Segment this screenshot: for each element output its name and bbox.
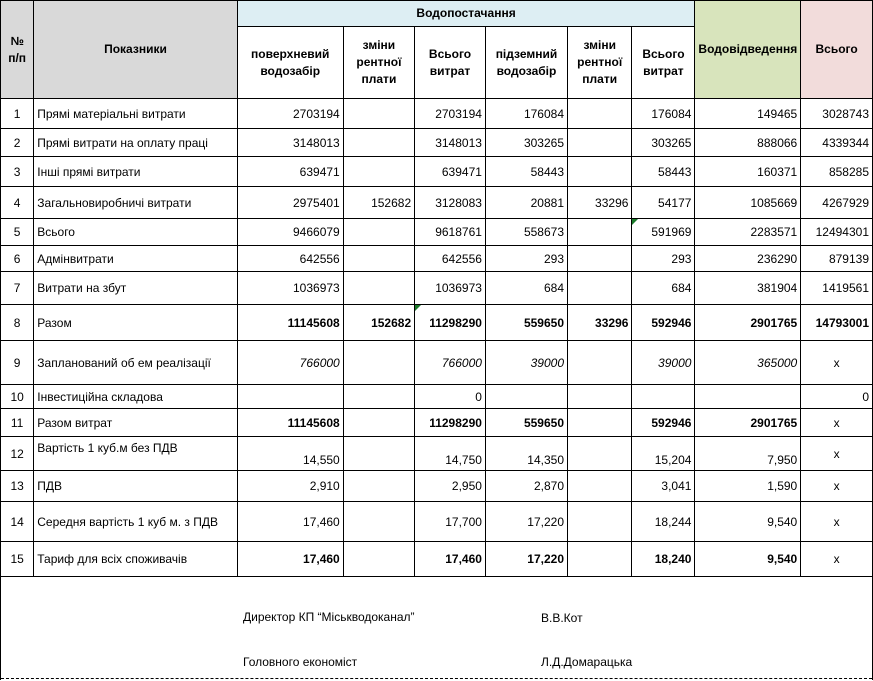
water-supply-header[interactable]: Водопостачання <box>237 1 695 27</box>
table-row <box>1 385 873 409</box>
cell[interactable]: 58443 <box>632 157 695 187</box>
table-row <box>1 471 873 502</box>
cell[interactable]: 33296 <box>568 305 632 341</box>
cell[interactable]: 2,870 <box>485 471 567 502</box>
cell[interactable] <box>343 219 414 246</box>
cell[interactable]: 0 <box>801 385 873 409</box>
col-indicators-header[interactable]: Показники <box>34 1 237 99</box>
row-number[interactable]: 12 <box>1 437 34 471</box>
cell[interactable] <box>568 246 632 272</box>
row-label[interactable]: Вартість 1 куб.м без ПДВ <box>34 437 237 471</box>
cell[interactable]: 0 <box>415 385 486 409</box>
row-label[interactable]: Прямі матеріальні витрати <box>34 99 237 129</box>
cell[interactable]: 17,460 <box>237 542 343 577</box>
row-number[interactable]: 13 <box>1 471 34 502</box>
cell[interactable]: 39000 <box>632 341 695 385</box>
cell[interactable]: 293 <box>632 246 695 272</box>
table-row <box>1 157 873 187</box>
cell[interactable]: 3,041 <box>632 471 695 502</box>
cell[interactable]: 1419561 <box>801 272 873 305</box>
cell[interactable] <box>343 502 414 542</box>
cell[interactable] <box>343 471 414 502</box>
cell[interactable]: 17,700 <box>415 502 486 542</box>
cell[interactable]: 11145608 <box>237 409 343 437</box>
col-sewerage-header[interactable]: Водовідведення <box>695 1 801 99</box>
cell[interactable]: 559650 <box>485 409 567 437</box>
cell[interactable] <box>568 437 632 471</box>
table-row <box>1 542 873 577</box>
row-label[interactable]: Середня вартість 1 куб м. з ПДВ <box>34 502 237 542</box>
cell[interactable]: 17,220 <box>485 542 567 577</box>
cell[interactable] <box>568 272 632 305</box>
cell[interactable]: 236290 <box>695 246 801 272</box>
cell[interactable]: 54177 <box>632 187 695 219</box>
director-name[interactable]: В.В.Кот <box>541 611 583 625</box>
cell[interactable] <box>568 542 632 577</box>
cell[interactable]: 642556 <box>415 246 486 272</box>
row-number[interactable]: 1 <box>1 99 34 129</box>
signature-area <box>0 576 873 680</box>
economist-title[interactable]: Головного економіст <box>243 655 358 669</box>
row-number[interactable]: 15 <box>1 542 34 577</box>
cell[interactable]: х <box>801 502 873 542</box>
cell[interactable]: 39000 <box>485 341 567 385</box>
cell[interactable]: 766000 <box>415 341 486 385</box>
cell[interactable]: 642556 <box>237 246 343 272</box>
row-number[interactable]: 6 <box>1 246 34 272</box>
cell[interactable]: 11145608 <box>237 305 343 341</box>
cell[interactable]: 9,540 <box>695 502 801 542</box>
cell[interactable]: х <box>801 471 873 502</box>
cell[interactable]: 14,550 <box>237 437 343 471</box>
col-total-costs-2-header[interactable]: Всього витрат <box>632 27 695 99</box>
cell[interactable]: 303265 <box>485 129 567 157</box>
row-number[interactable]: 9 <box>1 341 34 385</box>
cell[interactable]: 12494301 <box>801 219 873 246</box>
cell[interactable]: 14,350 <box>485 437 567 471</box>
cell[interactable] <box>343 409 414 437</box>
cell[interactable]: 20881 <box>485 187 567 219</box>
row-label[interactable]: ПДВ <box>34 471 237 502</box>
table-row <box>1 502 873 542</box>
cell[interactable]: 888066 <box>695 129 801 157</box>
cell[interactable]: 2901765 <box>695 409 801 437</box>
table-row <box>1 409 873 437</box>
cell[interactable]: 1036973 <box>237 272 343 305</box>
cell[interactable] <box>343 272 414 305</box>
row-label[interactable]: Разом <box>34 305 237 341</box>
cell[interactable]: 9466079 <box>237 219 343 246</box>
row-label[interactable]: Інші прямі витрати <box>34 157 237 187</box>
cell[interactable] <box>343 385 414 409</box>
cell[interactable]: 17,220 <box>485 502 567 542</box>
cell[interactable]: 9618761 <box>415 219 486 246</box>
cell[interactable]: 152682 <box>343 305 414 341</box>
cell[interactable]: 558673 <box>485 219 567 246</box>
table-row <box>1 129 873 157</box>
cell[interactable]: 7,950 <box>695 437 801 471</box>
row-number[interactable]: 7 <box>1 272 34 305</box>
cell[interactable]: 303265 <box>632 129 695 157</box>
cell[interactable]: 3148013 <box>415 129 486 157</box>
cell[interactable]: 9,540 <box>695 542 801 577</box>
cell[interactable]: 2901765 <box>695 305 801 341</box>
row-number[interactable]: 10 <box>1 385 34 409</box>
cell[interactable]: 559650 <box>485 305 567 341</box>
table-row <box>1 219 873 246</box>
cell[interactable]: 2703194 <box>415 99 486 129</box>
col-rent-change-2-header[interactable]: зміни рентної плати <box>568 27 632 99</box>
row-label[interactable]: Інвестиційна складова <box>34 385 237 409</box>
cell[interactable] <box>343 246 414 272</box>
cell[interactable]: 1036973 <box>415 272 486 305</box>
cell[interactable] <box>568 129 632 157</box>
cell[interactable]: х <box>801 409 873 437</box>
cell[interactable] <box>343 157 414 187</box>
col-underground-intake-header[interactable]: підземний водозабір <box>485 27 567 99</box>
row-label[interactable]: Разом витрат <box>34 409 237 437</box>
cell[interactable]: 33296 <box>568 187 632 219</box>
cell[interactable]: 3148013 <box>237 129 343 157</box>
director-title[interactable]: Директор КП “Міськводоканал” <box>243 610 415 624</box>
cell[interactable]: 2703194 <box>237 99 343 129</box>
cell[interactable]: 365000 <box>695 341 801 385</box>
cell[interactable] <box>568 157 632 187</box>
table-row <box>1 99 873 129</box>
cell[interactable]: 293 <box>485 246 567 272</box>
cell[interactable]: 1085669 <box>695 187 801 219</box>
cell[interactable] <box>343 542 414 577</box>
row-label[interactable]: Адмінвитрати <box>34 246 237 272</box>
cell[interactable]: 858285 <box>801 157 873 187</box>
col-rent-change-1-header[interactable]: зміни рентної плати <box>343 27 414 99</box>
cell[interactable]: х <box>801 542 873 577</box>
cell[interactable]: 3128083 <box>415 187 486 219</box>
table-row <box>1 341 873 385</box>
col-total-header[interactable]: Всього <box>801 1 873 99</box>
row-label[interactable]: Всього <box>34 219 237 246</box>
economist-name[interactable]: Л.Д.Домарацька <box>541 655 633 669</box>
cell[interactable] <box>568 409 632 437</box>
cell[interactable]: 18,240 <box>632 542 695 577</box>
cell[interactable] <box>343 437 414 471</box>
cell[interactable]: 149465 <box>695 99 801 129</box>
cell[interactable]: 3028743 <box>801 99 873 129</box>
cell[interactable]: 2,910 <box>237 471 343 502</box>
col-surface-intake-header[interactable]: поверхневий водозабір <box>237 27 343 99</box>
table-row <box>1 305 873 341</box>
cell[interactable] <box>695 385 801 409</box>
cell[interactable]: 684 <box>632 272 695 305</box>
table-row <box>1 437 873 471</box>
cell[interactable]: 176084 <box>485 99 567 129</box>
cell[interactable] <box>237 385 343 409</box>
cell[interactable]: 639471 <box>237 157 343 187</box>
cell[interactable]: 11298290 <box>415 305 486 341</box>
cell[interactable]: х <box>801 341 873 385</box>
cell[interactable]: 17,460 <box>237 502 343 542</box>
row-label[interactable]: Запланований об ем реалізації <box>34 341 237 385</box>
cell[interactable]: 4267929 <box>801 187 873 219</box>
cell[interactable]: 176084 <box>632 99 695 129</box>
row-number[interactable]: 3 <box>1 157 34 187</box>
table-row <box>1 187 873 219</box>
row-label[interactable]: Прямі витрати на оплату праці <box>34 129 237 157</box>
cell[interactable]: 381904 <box>695 272 801 305</box>
cell[interactable]: 592946 <box>632 409 695 437</box>
cell[interactable]: 766000 <box>237 341 343 385</box>
cell[interactable] <box>343 129 414 157</box>
cell[interactable]: 2,950 <box>415 471 486 502</box>
cell[interactable]: 879139 <box>801 246 873 272</box>
cell[interactable] <box>632 385 695 409</box>
row-number[interactable]: 11 <box>1 409 34 437</box>
cell[interactable]: 4339344 <box>801 129 873 157</box>
cell[interactable]: 14793001 <box>801 305 873 341</box>
col-total-costs-1-header[interactable]: Всього витрат <box>415 27 486 99</box>
cell[interactable]: х <box>801 437 873 471</box>
cell[interactable]: 160371 <box>695 157 801 187</box>
cell[interactable]: 591969 <box>632 219 695 246</box>
row-label[interactable]: Витрати на збут <box>34 272 237 305</box>
cell[interactable]: 11298290 <box>415 409 486 437</box>
row-number[interactable]: 4 <box>1 187 34 219</box>
row-number[interactable]: 8 <box>1 305 34 341</box>
table-row <box>1 272 873 305</box>
cell[interactable]: 14,750 <box>415 437 486 471</box>
cell[interactable]: 15,204 <box>632 437 695 471</box>
table-row <box>1 246 873 272</box>
cell[interactable] <box>568 341 632 385</box>
row-number[interactable]: 2 <box>1 129 34 157</box>
cell[interactable]: 639471 <box>415 157 486 187</box>
cell[interactable]: 18,244 <box>632 502 695 542</box>
row-label[interactable]: Тариф для всіх споживачів <box>34 542 237 577</box>
cell[interactable]: 2975401 <box>237 187 343 219</box>
row-number[interactable]: 14 <box>1 502 34 542</box>
cell[interactable] <box>568 385 632 409</box>
cell[interactable] <box>343 341 414 385</box>
cell[interactable]: 17,460 <box>415 542 486 577</box>
row-label[interactable]: Загальновиробничі витрати <box>34 187 237 219</box>
cell[interactable]: 152682 <box>343 187 414 219</box>
cell[interactable] <box>568 502 632 542</box>
cell[interactable] <box>343 99 414 129</box>
cell[interactable] <box>485 385 567 409</box>
col-no-header[interactable]: № п/п <box>1 1 34 99</box>
cell[interactable]: 684 <box>485 272 567 305</box>
page-break-line <box>1 678 872 679</box>
cell[interactable]: 58443 <box>485 157 567 187</box>
cell[interactable]: 592946 <box>632 305 695 341</box>
cell[interactable] <box>568 99 632 129</box>
cell[interactable]: 2283571 <box>695 219 801 246</box>
cell[interactable]: 1,590 <box>695 471 801 502</box>
cell[interactable] <box>568 219 632 246</box>
cell[interactable] <box>568 471 632 502</box>
row-number[interactable]: 5 <box>1 219 34 246</box>
